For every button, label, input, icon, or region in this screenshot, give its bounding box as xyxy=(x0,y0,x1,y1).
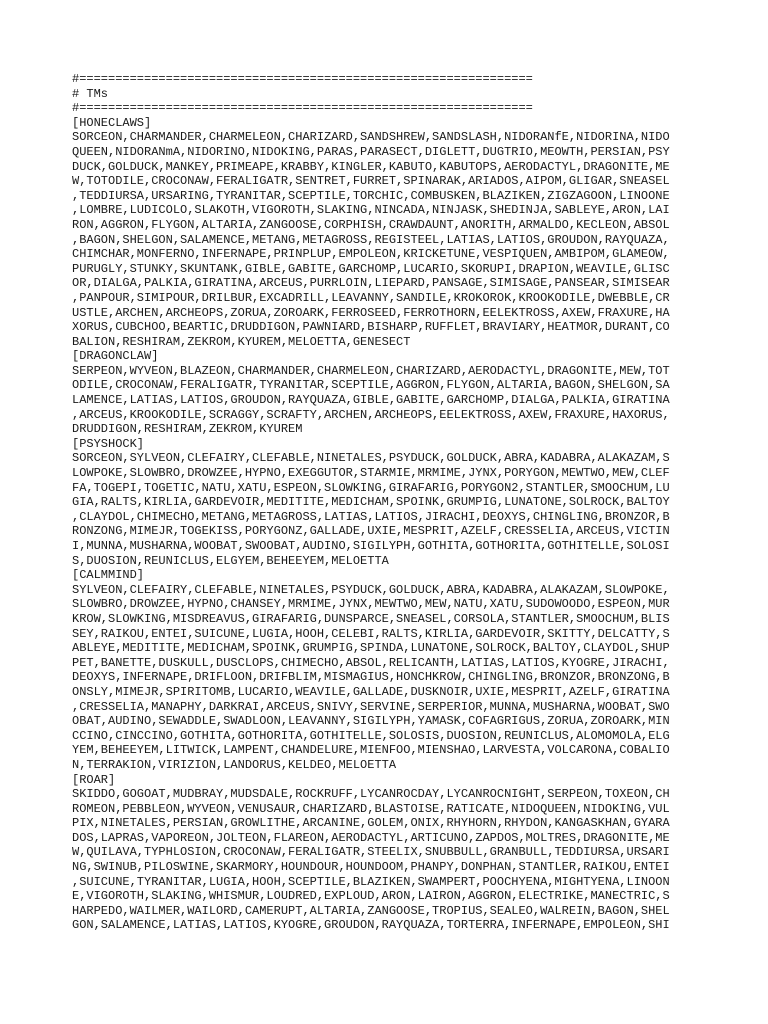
document-line: [ROAR] xyxy=(72,772,116,787)
document-line: SERPEON,WYVEON,BLAZEON,CHARMANDER,CHARMELEON,CHARIZARD,AERODACTYL,DRAGONITE,MEW,TOT xyxy=(72,363,670,378)
document-line: GON,SALAMENCE,LATIAS,LATIOS,KYOGRE,GROUDON,RAYQUAZA,TORTERRA,INFERNAPE,EMPOLEON,SHI xyxy=(72,918,670,933)
document-line: ,PANPOUR,SIMIPOUR,DRILBUR,EXCADRILL,LEAVANNY,SANDILE,KROKOROK,KROOKODILE,DWEBBLE,CR xyxy=(72,290,670,305)
document-line: #=============================================================== xyxy=(72,72,533,86)
document-line: NG,SWINUB,PILOSWINE,SKARMORY,HOUNDOUR,HOUNDOOM,PHANPY,DONPHAN,STANTLER,RAIKOU,ENTEI xyxy=(72,860,670,875)
document-line: I,MUNNA,MUSHARNA,WOOBAT,SWOOBAT,AUDINO,SIGILYPH,GOTHITA,GOTHORITA,GOTHITELLE,SOLOSI xyxy=(72,539,670,553)
document-line: LAMENCE,LATIAS,LATIOS,GROUDON,RAYQUAZA,GIBLE,GABITE,GARCHOMP,DIALGA,PALKIA,GIRATINA xyxy=(72,393,670,408)
document-line: SKIDDO,GOGOAT,MUDBRAY,MUDSDALE,ROCKRUFF,LYCANROCDAY,LYCANROCNIGHT,SERPEON,TOXEON,CH xyxy=(72,787,670,802)
document-line: ABLEYE,MEDITITE,MEDICHAM,SPOINK,GRUMPIG,SPINDA,LUNATONE,SOLROCK,BALTOY,CLAYDOL,SHUP xyxy=(72,641,670,656)
document-line: OR,DIALGA,PALKIA,GIRATINA,ARCEUS,PURRLOIN,LIEPARD,PANSAGE,SIMISAGE,PANSEAR,SIMISEAR xyxy=(72,276,670,291)
document-line: [HONECLAWS] xyxy=(72,115,152,130)
document-line: OBAT,AUDINO,SEWADDLE,SWADLOON,LEAVANNY,SIGILYPH,YAMASK,COFAGRIGUS,ZORUA,ZOROARK,MIN xyxy=(72,714,670,729)
document-line: KROW,SLOWKING,MISDREAVUS,GIRAFARIG,DUNSPARCE,SNEASEL,CORSOLA,STANTLER,SMOOCHUM,BLIS xyxy=(72,611,670,626)
document-line: SORCEON,CHARMANDER,CHARMELEON,CHARIZARD,SANDSHREW,SANDSLASH,NIDORANfE,NIDORINA,NIDO xyxy=(72,130,670,145)
document-line: ROMEON,PEBBLEON,WYVEON,VENUSAUR,CHARIZARD,BLASTOISE,RATICATE,NIDOQUEEN,NIDOKING,VUL xyxy=(72,801,670,816)
document-line: USTLE,ARCHEN,ARCHEOPS,ZORUA,ZOROARK,FERROSEED,FERROTHORN,EELEKTROSS,AXEW,FRAXURE,HA xyxy=(72,305,670,320)
document-line: [CALMMIND] xyxy=(72,568,145,583)
document-line: W,TOTODILE,CROCONAW,FERALIGATR,SENTRET,FURRET,SPINARAK,ARIADOS,AIPOM,GLIGAR,SNEASEL xyxy=(72,174,670,189)
document-line: DOS,LAPRAS,VAPOREON,JOLTEON,FLAREON,AERODACTYL,ARTICUNO,ZAPDOS,MOLTRES,DRAGONITE,ME xyxy=(72,830,670,845)
document-line: # TMs xyxy=(72,86,109,101)
document-line: QUEEN,NIDORANmA,NIDORINO,NIDOKING,PARAS,PARASECT,DIGLETT,DUGTRIO,MEOWTH,PERSIAN,PSY xyxy=(72,144,670,159)
document-line: YEM,BEHEEYEM,LITWICK,LAMPENT,CHANDELURE,MIENFOO,MIENSHAO,LARVESTA,VOLCARONA,COBALIO xyxy=(72,743,670,758)
document-line: ODILE,CROCONAW,FERALIGATR,TYRANITAR,SCEPTILE,AGGRON,FLYGON,ALTARIA,BAGON,SHELGON,SA xyxy=(72,378,670,393)
document-line: ,CLAYDOL,CHIMECHO,METANG,METAGROSS,LATIAS,LATIOS,JIRACHI,DEOXYS,CHINGLING,BRONZOR,B xyxy=(72,509,670,524)
document-line: CHIMCHAR,MONFERNO,INFERNAPE,PRINPLUP,EMPOLEON,KRICKETUNE,VESPIQUEN,AMBIPOM,GLAMEOW, xyxy=(72,247,670,262)
document-line: ,SUICUNE,TYRANITAR,LUGIA,HOOH,SCEPTILE,BLAZIKEN,SWAMPERT,POOCHYENA,MIGHTYENA,LINOON xyxy=(72,874,670,889)
document-line: HARPEDO,WAILMER,WAILORD,CAMERUPT,ALTARIA,ZANGOOSE,TROPIUS,SEALEO,WALREIN,BAGON,SHEL xyxy=(72,903,670,918)
document-line: DRUDDIGON,RESHIRAM,ZEKROM,KYUREM xyxy=(72,422,303,437)
document-line: PET,BANETTE,DUSKULL,DUSCLOPS,CHIMECHO,ABSOL,RELICANTH,LATIAS,LATIOS,KYOGRE,JIRACHI, xyxy=(72,655,670,670)
document-line: SEY,RAIKOU,ENTEI,SUICUNE,LUGIA,HOOH,CELEBI,RALTS,KIRLIA,GARDEVOIR,SKITTY,DELCATTY,S xyxy=(72,626,670,641)
document-line: N,TERRAKION,VIRIZION,LANDORUS,KELDEO,MELOETTA xyxy=(72,757,397,772)
document-line: SYLVEON,CLEFAIRY,CLEFABLE,NINETALES,PSYDUCK,GOLDUCK,ABRA,KADABRA,ALAKAZAM,SLOWPOKE, xyxy=(72,582,670,597)
document-line: PURUGLY,STUNKY,SKUNTANK,GIBLE,GABITE,GARCHOMP,LUCARIO,SKORUPI,DRAPION,WEAVILE,GLISC xyxy=(72,261,670,276)
document-line: DUCK,GOLDUCK,MANKEY,PRIMEAPE,KRABBY,KINGLER,KABUTO,KABUTOPS,AERODACTYL,DRAGONITE,ME xyxy=(72,159,670,174)
document-line: FA,TOGEPI,TOGETIC,NATU,XATU,ESPEON,SLOWKING,GIRAFARIG,PORYGON2,STANTLER,SMOOCHUM,LU xyxy=(72,480,670,495)
document-line: ,BAGON,SHELGON,SALAMENCE,METANG,METAGROSS,REGISTEEL,LATIAS,LATIOS,GROUDON,RAYQUAZA, xyxy=(72,232,670,247)
document-line: [DRAGONCLAW] xyxy=(72,349,159,364)
document-line: ,TEDDIURSA,URSARING,TYRANITAR,SCEPTILE,TORCHIC,COMBUSKEN,BLAZIKEN,ZIGZAGOON,LINOONE xyxy=(72,188,670,203)
document-line: ONSLY,MIMEJR,SPIRITOMB,LUCARIO,WEAVILE,GALLADE,DUSKNOIR,UXIE,MESPRIT,AZELF,GIRATINA xyxy=(72,684,670,699)
document-line: GIA,RALTS,KIRLIA,GARDEVOIR,MEDITITE,MEDICHAM,SPOINK,GRUMPIG,LUNATONE,SOLROCK,BALTOY xyxy=(72,495,670,510)
document-line: PIX,NINETALES,PERSIAN,GROWLITHE,ARCANINE,GOLEM,ONIX,RHYHORN,RHYDON,KANGASKHAN,GYARA xyxy=(72,816,670,831)
document-line: ,LOMBRE,LUDICOLO,SLAKOTH,VIGOROTH,SLAKING,NINCADA,NINJASK,SHEDINJA,SABLEYE,ARON,LAI xyxy=(72,203,670,218)
document-line: ,CRESSELIA,MANAPHY,DARKRAI,ARCEUS,SNIVY,SERVINE,SERPERIOR,MUNNA,MUSHARNA,WOOBAT,SWO xyxy=(72,699,670,714)
text-document xyxy=(72,72,702,933)
document-line: E,VIGOROTH,SLAKING,WHISMUR,LOUDRED,EXPLOUD,ARON,LAIRON,AGGRON,ELECTRIKE,MANECTRIC,S xyxy=(72,889,670,904)
document-line: W,QUILAVA,TYPHLOSION,CROCONAW,FERALIGATR,STEELIX,SNUBBULL,GRANBULL,TEDDIURSA,URSARI xyxy=(72,845,670,860)
document-line: DEOXYS,INFERNAPE,DRIFLOON,DRIFBLIM,MISMAGIUS,HONCHKROW,CHINGLING,BRONZOR,BRONZONG,B xyxy=(72,670,670,685)
document-line: XORUS,CUBCHOO,BEARTIC,DRUDDIGON,PAWNIARD,BISHARP,RUFFLET,BRAVIARY,HEATMOR,DURANT,CO xyxy=(72,320,670,335)
document-line: ,ARCEUS,KROOKODILE,SCRAGGY,SCRAFTY,ARCHEN,ARCHEOPS,EELEKTROSS,AXEW,FRAXURE,HAXORUS, xyxy=(72,407,670,422)
document-line: SLOWBRO,DROWZEE,HYPNO,CHANSEY,MRMIME,JYNX,MEWTWO,MEW,NATU,XATU,SUDOWOODO,ESPEON,MUR xyxy=(72,597,670,612)
document-line: [PSYSHOCK] xyxy=(72,436,145,451)
document-line: CCINO,CINCCINO,GOTHITA,GOTHORITA,GOTHITELLE,SOLOSIS,DUOSION,REUNICLUS,ALOMOMOLA,ELG xyxy=(72,728,670,743)
document-line: RONZONG,MIMEJR,TOGEKISS,PORYGONZ,GALLADE,UXIE,MESPRIT,AZELF,CRESSELIA,ARCEUS,VICTIN xyxy=(72,524,670,539)
document-line: #=============================================================== xyxy=(72,101,533,116)
document-line: BALION,RESHIRAM,ZEKROM,KYUREM,MELOETTA,GENESECT xyxy=(72,334,411,349)
document-line: S,DUOSION,REUNICLUS,ELGYEM,BEHEEYEM,MELOETTA xyxy=(72,553,389,568)
document-line: LOWPOKE,SLOWBRO,DROWZEE,HYPNO,EXEGGUTOR,STARMIE,MRMIME,JYNX,PORYGON,MEWTWO,MEW,CLEF xyxy=(72,466,670,481)
document-line: SORCEON,SYLVEON,CLEFAIRY,CLEFABLE,NINETALES,PSYDUCK,GOLDUCK,ABRA,KADABRA,ALAKAZAM,S xyxy=(72,451,670,466)
document-line: RON,AGGRON,FLYGON,ALTARIA,ZANGOOSE,CORPHISH,CRAWDAUNT,ANORITH,ARMALDO,KECLEON,ABSOL xyxy=(72,217,670,232)
